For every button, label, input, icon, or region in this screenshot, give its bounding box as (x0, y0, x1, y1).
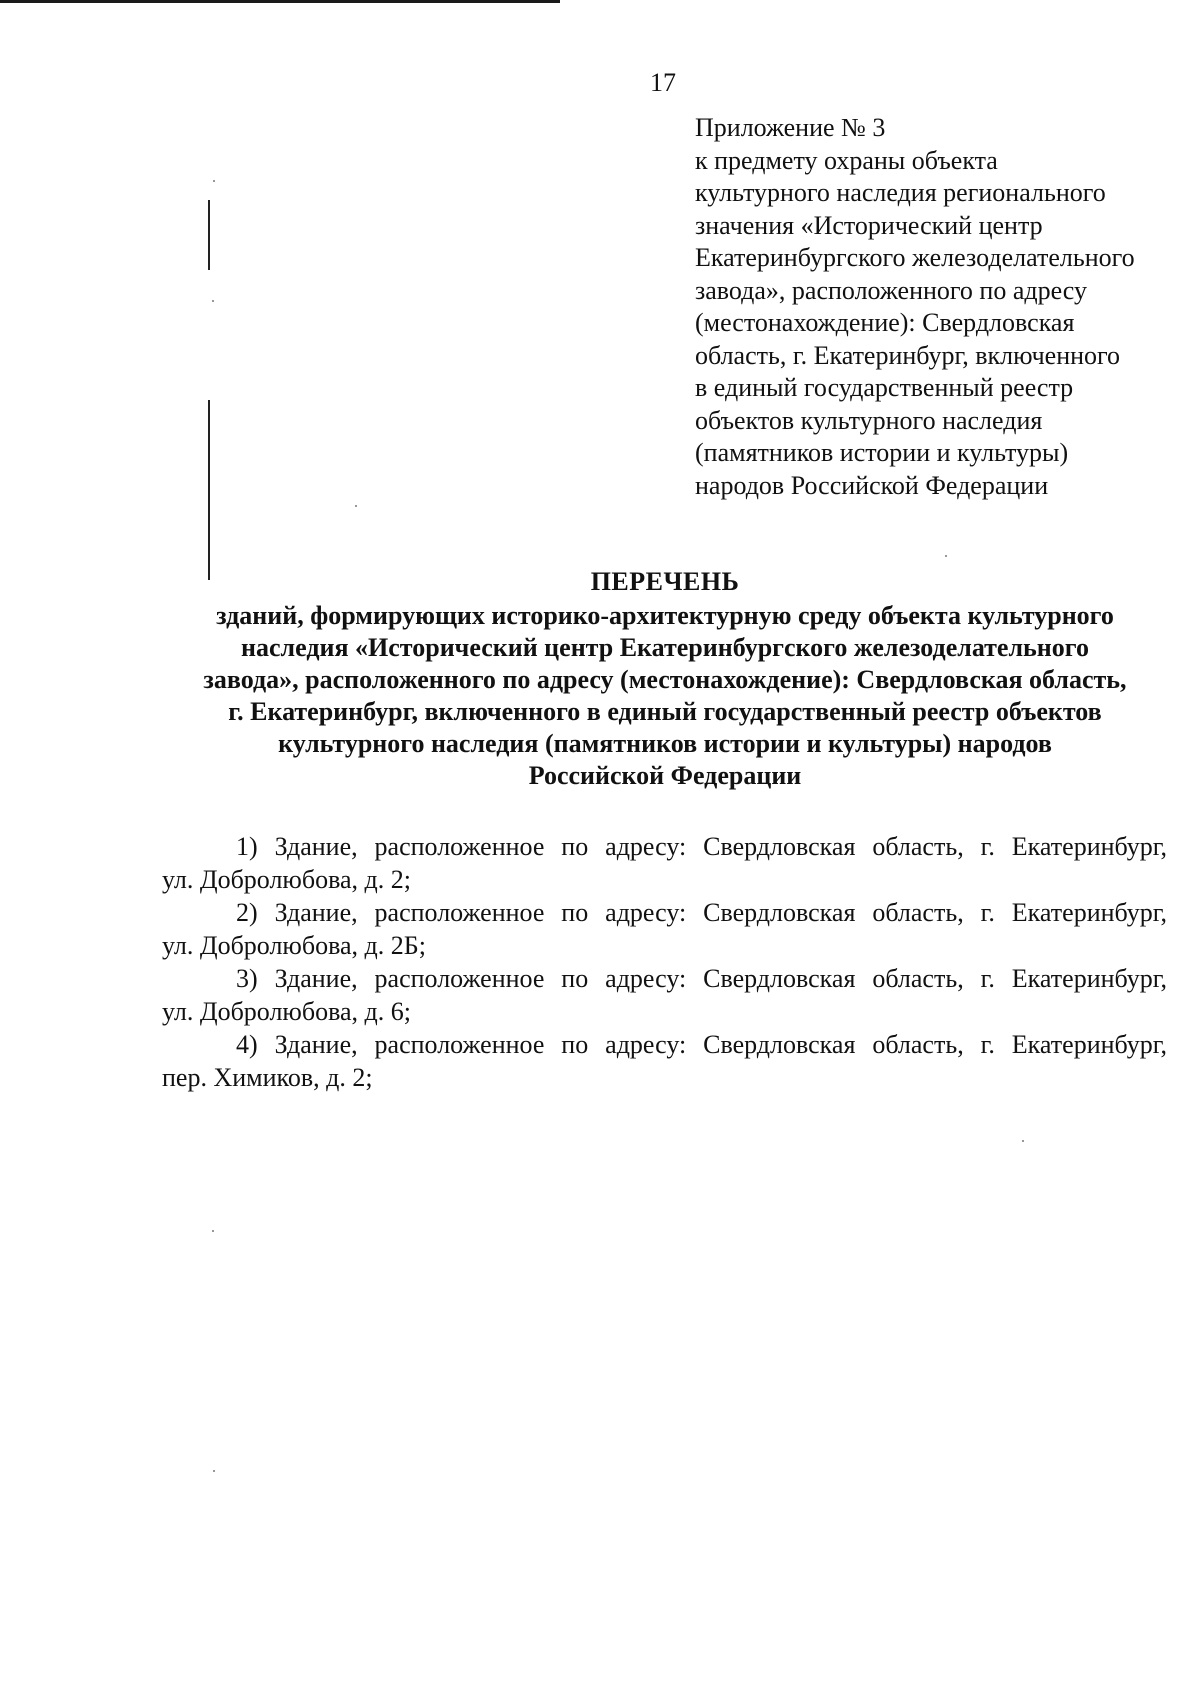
buildings-list (162, 830, 1167, 1094)
scan-speck (213, 1470, 215, 1472)
appendix-line: объектов культурного наследия (695, 405, 1043, 435)
appendix-line: Екатеринбургского железоделательного (695, 243, 1135, 272)
appendix-block (695, 112, 1175, 502)
list-item-text: 1) Здание, расположенное по адресу: Свердловская область, г. Екатеринбург, (236, 832, 1167, 861)
heading-line: культурного наследия (памятников истории и культуры) народов (278, 729, 1052, 758)
list-item-address: ул. Добролюбова, д. 2; (162, 865, 412, 894)
appendix-line: народов Российской Федерации (695, 470, 1049, 500)
list-item-address: пер. Химиков, д. 2; (162, 1063, 373, 1092)
list-item (162, 830, 1167, 896)
appendix-line: Приложение № 3 (695, 113, 886, 142)
heading-title: ПЕРЕЧЕНЬ (590, 567, 740, 596)
scan-speck (1022, 1140, 1024, 1142)
list-item (162, 1028, 1167, 1094)
appendix-line: в единый государственный реестр (695, 373, 1074, 402)
list-item-address: ул. Добролюбова, д. 6; (162, 997, 412, 1026)
heading-line: наследия «Исторический центр Екатеринбургского железоделательного (241, 633, 1089, 662)
appendix-line: завода», расположенного по адресу (695, 275, 1087, 305)
appendix-line: к предмету охраны объекта (695, 145, 998, 175)
heading-line: зданий, формирующих историко-архитектурную среду объекта культурного (216, 601, 1114, 630)
page-number: 17 (650, 68, 676, 97)
list-item-text: 4) Здание, расположенное по адресу: Свердловская область, г. Екатеринбург, (236, 1030, 1167, 1059)
appendix-line: (местонахождение): Свердловская (695, 308, 1075, 337)
scan-margin-mark (208, 400, 210, 580)
appendix-line: культурного наследия регионального (695, 178, 1106, 207)
heading-line: г. Екатеринбург, включенного в единый государственный реестр объектов (228, 697, 1102, 726)
list-item (162, 896, 1167, 962)
scan-speck (212, 300, 214, 302)
scan-speck (213, 180, 215, 182)
scan-speck (212, 1230, 214, 1232)
heading-line: Российской Федерации (528, 761, 802, 790)
list-item (162, 962, 1167, 1028)
list-item-address: ул. Добролюбова, д. 2Б; (162, 931, 426, 960)
list-item-text: 2) Здание, расположенное по адресу: Свердловская область, г. Екатеринбург, (236, 898, 1167, 927)
appendix-line: (памятников истории и культуры) (695, 438, 1069, 467)
scan-speck (945, 555, 947, 557)
scan-speck (355, 505, 357, 507)
list-heading (170, 566, 1160, 792)
scan-top-edge-line (0, 0, 560, 3)
heading-line: завода», расположенного по адресу (местонахождение): Свердловская область, (203, 665, 1127, 694)
list-item-text: 3) Здание, расположенное по адресу: Свердловская область, г. Екатеринбург, (236, 964, 1167, 993)
appendix-line: значения «Исторический центр (695, 210, 1043, 240)
appendix-line: область, г. Екатеринбург, включенного (695, 340, 1121, 370)
scan-margin-mark (208, 200, 210, 270)
